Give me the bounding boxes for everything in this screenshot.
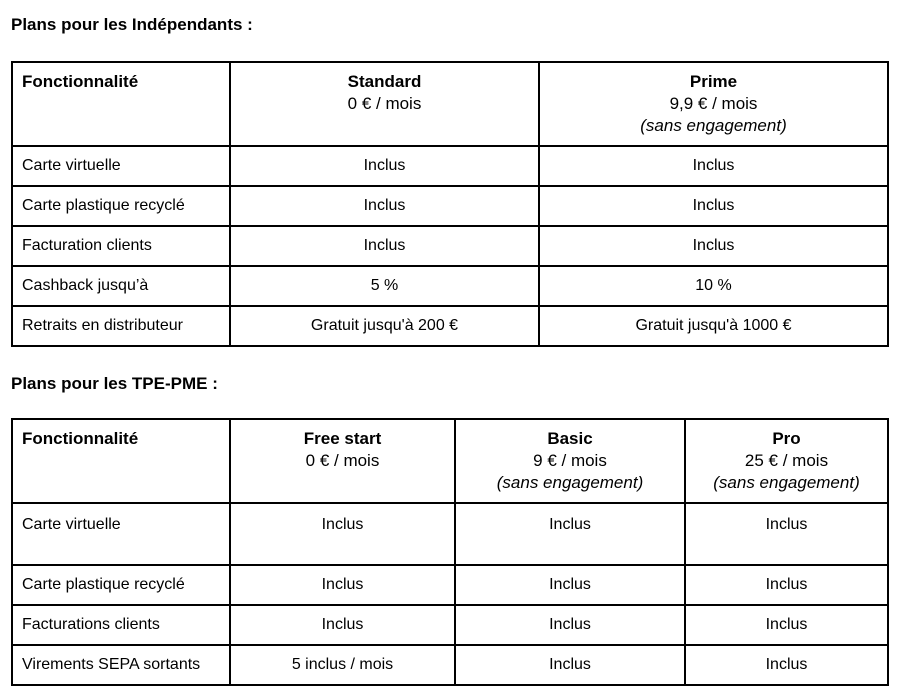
feature-column-header: Fonctionnalité [12, 62, 230, 146]
feature-cell: Carte virtuelle [12, 503, 230, 565]
plan-name: Basic [547, 429, 593, 448]
value-cell: Inclus [455, 503, 685, 565]
feature-cell: Carte plastique recyclé [12, 186, 230, 226]
feature-cell: Facturation clients [12, 226, 230, 266]
table-row [12, 186, 888, 226]
value-cell: Inclus [539, 226, 888, 266]
value-cell: Inclus [539, 186, 888, 226]
plan-name: Free start [303, 429, 382, 448]
value-cell: Inclus [230, 565, 455, 605]
section-title-independants: Plans pour les Indépendants : [11, 15, 253, 34]
table-header-row [12, 62, 888, 146]
feature-cell: Carte virtuelle [12, 146, 230, 186]
feature-cell: Virements SEPA sortants [12, 645, 230, 685]
value-cell: Inclus [685, 503, 888, 565]
value-cell: Inclus [455, 645, 685, 685]
value-cell: Inclus [539, 146, 888, 186]
plan-header-pro [685, 419, 888, 503]
feature-cell: Carte plastique recyclé [12, 565, 230, 605]
table-row [12, 146, 888, 186]
value-cell: Inclus [230, 186, 539, 226]
table-row [12, 306, 888, 346]
table-row [12, 266, 888, 306]
plan-note: (sans engagement) [713, 473, 860, 492]
plan-header-standard [230, 62, 539, 146]
plan-header-free-start [230, 419, 455, 503]
value-cell: Gratuit jusqu'à 200 € [230, 306, 539, 346]
value-cell: Inclus [230, 503, 455, 565]
table-header-row [12, 419, 888, 503]
value-cell: 5 % [230, 266, 539, 306]
feature-cell: Retraits en distributeur [12, 306, 230, 346]
table-row [12, 226, 888, 266]
section-title-tpe-pme: Plans pour les TPE-PME : [11, 374, 218, 393]
plan-price: 0 € / mois [305, 451, 380, 470]
plans-table-independants [11, 61, 889, 347]
plan-header-basic [455, 419, 685, 503]
value-cell: 10 % [539, 266, 888, 306]
value-cell: Inclus [455, 565, 685, 605]
value-cell: 5 inclus / mois [230, 645, 455, 685]
plan-price: 9,9 € / mois [669, 94, 758, 113]
plans-table-tpe-pme [11, 418, 889, 686]
plan-note: (sans engagement) [640, 116, 787, 135]
table-row [12, 645, 888, 685]
plan-name: Pro [772, 429, 801, 448]
table-row [12, 565, 888, 605]
plan-price: 9 € / mois [533, 451, 607, 470]
value-cell: Inclus [685, 605, 888, 645]
feature-cell: Cashback jusqu’à [12, 266, 230, 306]
feature-cell: Facturations clients [12, 605, 230, 645]
value-cell: Inclus [230, 146, 539, 186]
value-cell: Inclus [455, 605, 685, 645]
plan-name: Standard [347, 72, 422, 91]
value-cell: Inclus [230, 605, 455, 645]
plan-note: (sans engagement) [496, 473, 644, 492]
table-row [12, 503, 888, 565]
plan-price: 0 € / mois [347, 94, 422, 113]
plan-price: 25 € / mois [744, 451, 829, 470]
value-cell: Inclus [685, 645, 888, 685]
plan-name: Prime [689, 72, 738, 91]
table-row [12, 605, 888, 645]
feature-column-header: Fonctionnalité [12, 419, 230, 503]
value-cell: Gratuit jusqu'à 1000 € [539, 306, 888, 346]
value-cell: Inclus [230, 226, 539, 266]
value-cell: Inclus [685, 565, 888, 605]
plan-header-prime [539, 62, 888, 146]
